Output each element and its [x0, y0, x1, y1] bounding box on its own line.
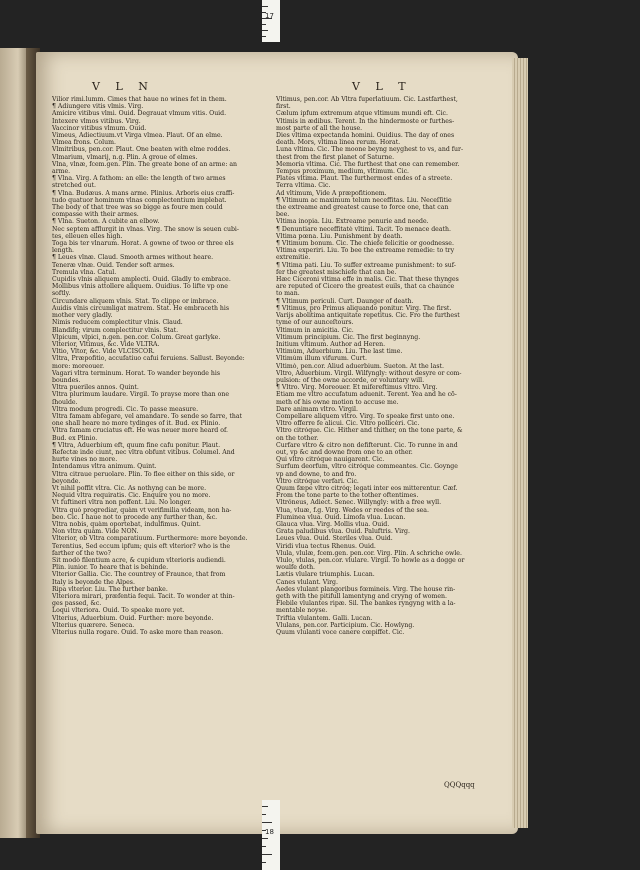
text-line: Initium vltimum. Author ad Heren.: [276, 340, 386, 348]
text-line: Vaccinor vitibus vlmum. Ouid.: [52, 124, 147, 132]
text-line: Circundare aliquem vlnis. Stat. To clippe or imbrace.: [52, 297, 219, 305]
text-line: Vltra famam cruciatus eft. He was neuer more heard of.: [52, 427, 228, 435]
text-line: one shall heare no more tydinges of it. Bud. ex Plinio.: [52, 420, 221, 428]
text-line: Vltima pœna. Liu. Punishment by death.: [276, 232, 403, 240]
text-line: Memoria vltima. Cic. The furthest that one can remember.: [276, 160, 460, 168]
text-line: pulsion: of the owne accorde, or voluntary will.: [276, 376, 425, 384]
right-column: [276, 96, 494, 636]
text-line: Vlmitribus, pen.cor. Plaut. One beaten with elme roddes.: [52, 146, 231, 154]
text-line: Mollibus vlnis attollere aliquem. Ouidius. To lifte vp one: [52, 283, 228, 291]
text-line: Vltimum in amicitia. Cic.: [276, 326, 354, 334]
text-line: extremitie.: [276, 254, 311, 262]
text-line: Vltrôneus, Adiect. Senec. Willyngly: with a free wyll.: [276, 499, 442, 507]
text-line: Vilior rimi.lumm. Cimes that haue no wines fet in them.: [52, 96, 227, 103]
text-line: Canes vlulant. Virg.: [276, 578, 338, 586]
text-line: ¶ Vltimus, pro Primus aliquando ponitur. Virg. The first.: [276, 304, 452, 312]
text-line: vp and downe, to and fro.: [276, 470, 357, 478]
text-line: Vt nihil poffit vltra. Cic. As nothyng can be more.: [52, 484, 207, 492]
text-line: Intendamus vltra animum. Quint.: [52, 463, 157, 471]
text-line: Vlterior, Vltimus, &c. Vide VLTRA.: [52, 340, 160, 348]
text-line: Compellare aliquem vltro. Virg. To speake first unto one.: [276, 412, 455, 420]
text-line: the extreame and greatest cause to force one, that can: [276, 204, 449, 212]
text-line: ¶ Adiungere vitis vlmis. Virg.: [52, 103, 144, 111]
text-line: tudo quatuor hominum vlnas complectentium implebat.: [52, 196, 227, 204]
text-line: Vltimus, pen.cor. Ab Vltra fuperlatiuum. Cic. Lastfarthest,: [276, 96, 458, 103]
text-line: Grata paludibus vlua. Ouid. Paluftris. Virg.: [276, 528, 410, 536]
text-line: Non vltra quàm. Vide NON.: [52, 528, 139, 536]
text-line: Vlterius quærere. Seneca.: [52, 621, 135, 629]
text-line: death. Mors, vltima linea rerum. Horat.: [276, 139, 401, 147]
text-line: Leues vlua. Ouid. Steriles vlua. Ouid.: [276, 535, 393, 543]
text-line: Vltimis in ædibus. Terent. In the hindermoste or furthes-: [276, 117, 455, 125]
text-line: Vlpicum, vlpici, n.gen. pen.cor. Colum. Great garlyke.: [52, 333, 221, 341]
text-line: Vltima inopia. Liu. Extreame penurie and neede.: [276, 218, 429, 226]
text-line: Terra vltima. Cic.: [276, 182, 331, 190]
text-line: ¶ Denuntiare neceffitatè vltimi. Tacit. To menace death.: [276, 225, 451, 233]
text-line: Vltra famam abfegare, vel amandare. To sende so farre, that: [52, 412, 243, 420]
text-line: Vlmea frons. Colum.: [52, 139, 116, 147]
text-line: Ad vltimum, Vide A præpofitionem.: [276, 189, 387, 197]
text-line: on the tother.: [276, 434, 319, 442]
text-line: Vlua, vluæ, f.g. Virg. Wedes or reedes of the sea.: [276, 506, 429, 514]
text-line: Vltra quò progrediar, quàm vt verifimilia videam, non ha-: [52, 506, 232, 514]
text-line: Tremula vlna. Catul.: [52, 268, 117, 276]
text-line: Dies vltima expectanda homini. Ouidius. The day of ones: [276, 132, 455, 140]
ruler-bottom: [262, 800, 280, 870]
text-line: most parte of all the house.: [276, 124, 363, 132]
text-line: tyme of our aunceſtours.: [276, 319, 354, 327]
text-line: Glauca vlua. Virg. Mollis vlua. Ouid.: [276, 520, 390, 528]
text-line: Vltro citróque. Cic. Hither and thither, on the tone parte, &: [276, 427, 463, 435]
text-line: ¶ Vltima pati. Liu. To suffer extreame punishment: to suf-: [276, 261, 456, 269]
text-line: ¶ Vlna. Budæus. A mans arme. Plinius. Arboris eius craffi-: [52, 189, 235, 197]
signature-mark: QQQqqq: [444, 781, 475, 789]
header-right: V L T: [352, 80, 412, 93]
text-line: Aedes vlulant plangoribus fœmineis. Virg. The house rin-: [276, 585, 456, 593]
text-line: Vltro offerre fe alicui. Cic. Vltro pollicéri. Cic.: [276, 420, 420, 428]
text-line: Nequid vltra requiratis. Cic. Enquire you no more.: [52, 492, 211, 500]
text-line: beo. Cic. I haue not to procede any further than, &c.: [52, 513, 218, 521]
text-line: thest from the first planet of Saturne.: [276, 153, 395, 161]
text-line: Vltro citróque verfari. Cic.: [276, 477, 359, 485]
text-line: bee.: [276, 211, 290, 219]
ruler-bottom-label: 18: [265, 828, 274, 836]
text-line: more: moreouer.: [52, 362, 105, 370]
text-line: Blandifq; virum complectitur vlnis. Stat.: [52, 326, 179, 334]
text-line: first.: [276, 103, 291, 111]
text-line: Vlmarium, vlmarij, n.g. Plin. A groue of elmes.: [52, 153, 198, 161]
text-line: softly.: [52, 290, 71, 298]
text-line: Flebile vlulantes ripæ. Sil. The bankes ryngyng with a la-: [276, 600, 456, 608]
text-line: compasse with their armes.: [52, 211, 139, 219]
text-line: Quum vlulanti voce canere cœpiffet. Cic.: [276, 629, 405, 637]
text-line: out, vp &c and downe from one to an other.: [276, 448, 413, 456]
text-line: Vltimum principium. Cic. The first beginnyng.: [276, 333, 421, 341]
text-line: ¶ Vlna. Virg. A fathom: an elle: the length of two armes: [52, 175, 226, 183]
header-left: V L N: [92, 80, 154, 93]
text-line: Vltra pueriles annos. Quint.: [52, 384, 139, 392]
text-line: Vlulans, pen.cor. Participium. Cic. Howlyng.: [276, 621, 415, 629]
text-line: Sit modò filentium acre, & cupidum vlterioris audiendi.: [52, 557, 226, 564]
text-line: Vltimò, pen.cor. Aliud aduerbium. Sueton. At the last.: [276, 362, 444, 370]
text-line: ¶ Vltimum ac maximum telum neceffitas. Liu. Neceſſitie: [276, 196, 452, 204]
text-line: Intexere vlmos vitibus. Virg.: [52, 117, 141, 125]
text-line: From the tone parte to the tother oftentimes.: [276, 492, 419, 500]
text-line: Tempus proximum, medium, vltimum. Cic.: [276, 168, 410, 176]
text-line: Vltra nobis, quàm oportebat, indulfimus. Quint.: [52, 520, 201, 528]
text-line: Vltro, Aduerbium. Virgil. Wilfyngly: without desyre or com-: [276, 369, 462, 377]
text-line: Refectæ inde ciunt, nec vltra obfunt vitibus. Columel. And: [52, 448, 235, 456]
text-line: Vt fuftineri vltra non poffent. Liu. No longer.: [52, 499, 192, 507]
text-line: Amicire vitibus vlmi. Ouid. Degrauat vlmum vitis. Ouid.: [52, 110, 227, 118]
text-line: ¶ Vltimum bonum. Cic. The chiefe felicitie or goodnesse.: [276, 240, 454, 248]
text-line: Toga bis ter vlnarum. Horat. A gowne of twoo or three els: [52, 240, 234, 248]
text-line: Vlna, vlnæ, fcem.gen. Plin. The greate bone of an arme: an: [52, 160, 238, 168]
text-line: Nimis reducem complectitur vlnis. Claud.: [52, 319, 183, 327]
text-line: ¶ Leues vlnæ. Claud. Smooth armes without heare.: [52, 254, 214, 262]
text-line: Bud. ex Plinio.: [52, 434, 98, 442]
text-line: Varijs abolitima antiquitate repetitus. Cic. Fro the furthest: [276, 312, 460, 320]
text-line: Hæc Ciceroni vltima effe in malis. Cic. That these thynges: [276, 276, 459, 284]
text-line: Vltimùm illum vifurum. Curt.: [276, 355, 367, 363]
text-line: Auidis vlnis circumligat matrem. Stat. He embraceth his: [52, 304, 230, 312]
text-line: Quum fæpe vltro citróq; legati inter eos mitterentur. Cæf.: [276, 484, 458, 492]
text-line: ¶ Vltro. Virg. Moreouer. Et mifereftimus vltro. Virg.: [276, 384, 438, 392]
text-line: Surfum deorfum, vltro citróque commeantes. Cic. Goynge: [276, 463, 458, 471]
text-line: Fluminea vlua. Ouid. Limofa vlua. Lucan.: [276, 513, 406, 521]
text-line: Vltio, Vltor, &c. Vide VLCISCOR.: [52, 348, 155, 356]
text-line: ges passed, &c.: [52, 600, 102, 608]
text-line: fer the greatest mischiefe that can be.: [276, 268, 397, 276]
text-line: are reputed of Cicero the greatest euils, that ca chaunce: [276, 283, 455, 291]
text-line: Vlula, vlulæ, fcem.gen. pen.cor. Virg. Plin. A schriche owle.: [276, 549, 462, 557]
text-line: Vltimùm, Aduerbium. Liu. The last time.: [276, 348, 403, 356]
text-line: Italy is beyonde the Alpes.: [52, 578, 135, 586]
text-line: Terentius, Sed eccum ipfum; quis eft vlterior? who is the: [52, 542, 231, 550]
text-line: tes, elleuen elles high.: [52, 232, 123, 240]
text-line: Vltra plurimum laudare. Virgil. To prayse more than one: [52, 391, 230, 399]
text-line: Vlterior Gallia. Cic. The countrey of Fraunce, that from: [52, 571, 226, 579]
text-line: Vlterius, Aduerbium. Ouid. Further: more beyonde.: [52, 614, 214, 622]
text-line: Cælum ipfum extremum atque vltimum mundi eft. Cic.: [276, 110, 448, 118]
text-line: beyonde.: [52, 477, 81, 485]
ruler-top: [262, 0, 280, 42]
text-line: Plin. iunior. To heare that is behinde.: [52, 564, 169, 572]
text-line: Viridi vlua tectus Rhenus. Ouid.: [276, 542, 376, 550]
text-line: ¶ Vltimum periculi. Curt. Daunger of death.: [276, 297, 414, 305]
text-line: Teneræ vlnæ. Ouid. Tender soft armes.: [52, 261, 175, 269]
text-line: arme.: [52, 168, 71, 176]
text-line: mother very gladly.: [52, 312, 113, 320]
text-line: Vltra, Præpofitio, accufatiuo cafui feruiens. Sallust. Beyonde:: [52, 355, 245, 363]
text-line: Lætis vlulare triumphis. Lucan.: [276, 571, 375, 579]
text-line: Curfare vltro & citro non defifterunt. Cic. To runne in and: [276, 441, 458, 449]
text-line: hurte vines no more.: [52, 456, 118, 464]
text-line: Vltra citraue peruolare. Plin. To flee either on this side, or: [52, 470, 235, 478]
text-line: The body of that tree was so bigge as foure men could: [52, 204, 223, 212]
text-line: Dare animam vltro. Virgil.: [276, 405, 358, 413]
text-line: Vlterior, ob Vltra comparatiuum. Furthermore: more beyonde.: [52, 535, 248, 543]
text-line: stretched out.: [52, 182, 96, 190]
text-line: mentable noyse.: [276, 607, 328, 615]
text-line: to man.: [276, 290, 300, 298]
text-line: Etiam me vltro accufatum aduenit. Terent. Yea and he cõ-: [276, 391, 457, 399]
text-line: ¶ Vlna. Sueton. A cubite an elbow.: [52, 218, 160, 226]
text-line: geth with the pitifull lamentyng and cryyng of women.: [276, 593, 447, 601]
text-line: length.: [52, 247, 75, 255]
text-line: Vltima experiri. Liu. To bee the extreame remedie: to try: [276, 247, 455, 255]
ruler-top-label: 17: [265, 12, 274, 20]
left-column: [52, 96, 270, 636]
text-line: woulfe doth.: [276, 564, 316, 572]
text-line: Plates vltima. Plaut. The furthermost endes of a streete.: [276, 175, 453, 183]
text-line: Vlteriora mirari, præfentia fequi. Tacit. To wonder at thin-: [52, 593, 235, 601]
text-line: meth of his owne motion to accuse me.: [276, 398, 399, 406]
text-line: boundes.: [52, 376, 81, 384]
text-line: Luna vltima. Cic. The moone beyng neyghest to vs, and fur-: [276, 146, 464, 154]
text-line: Vagari vltra terminum. Horat. To wander beyonde his: [52, 369, 221, 377]
text-line: Vlterius nulla rogare. Ouid. To aske more than reason.: [52, 629, 224, 637]
text-line: Ripa vlterior. Liu. The further banke.: [52, 585, 168, 593]
text-line: ſhoulde.: [52, 398, 78, 406]
text-line: farther of the two?: [52, 549, 111, 557]
text-line: Qui vltro citróque nauigarent. Cic.: [276, 456, 385, 464]
text-line: ¶ Vltra, Aduerbium eft, quum fine cafu ponitur. Plaut.: [52, 441, 221, 449]
page-fore-edge: [512, 58, 528, 828]
text-line: Vltra modum progredi. Cic. To passe measure.: [52, 405, 199, 413]
text-line: Triftia vlulantem. Galli. Lucan.: [276, 614, 373, 622]
text-line: Nec septem afflurgit in vlnas. Virg. The snow is seuen cubi-: [52, 225, 239, 233]
text-line: Loqui vlteriora. Ouid. To speake more yet.: [52, 607, 185, 615]
text-line: Cupidis vlnis aliquem amplecti. Ouid. Gladly to embrace.: [52, 276, 231, 284]
text-line: Vlulo, vlulas, pen.cor. vlulare. Virgil. To howle as a dogge or: [276, 557, 465, 564]
text-line: Vimeus, Adiectiuum.vt Virga vlmea. Plaut. Of an elme.: [52, 132, 223, 140]
